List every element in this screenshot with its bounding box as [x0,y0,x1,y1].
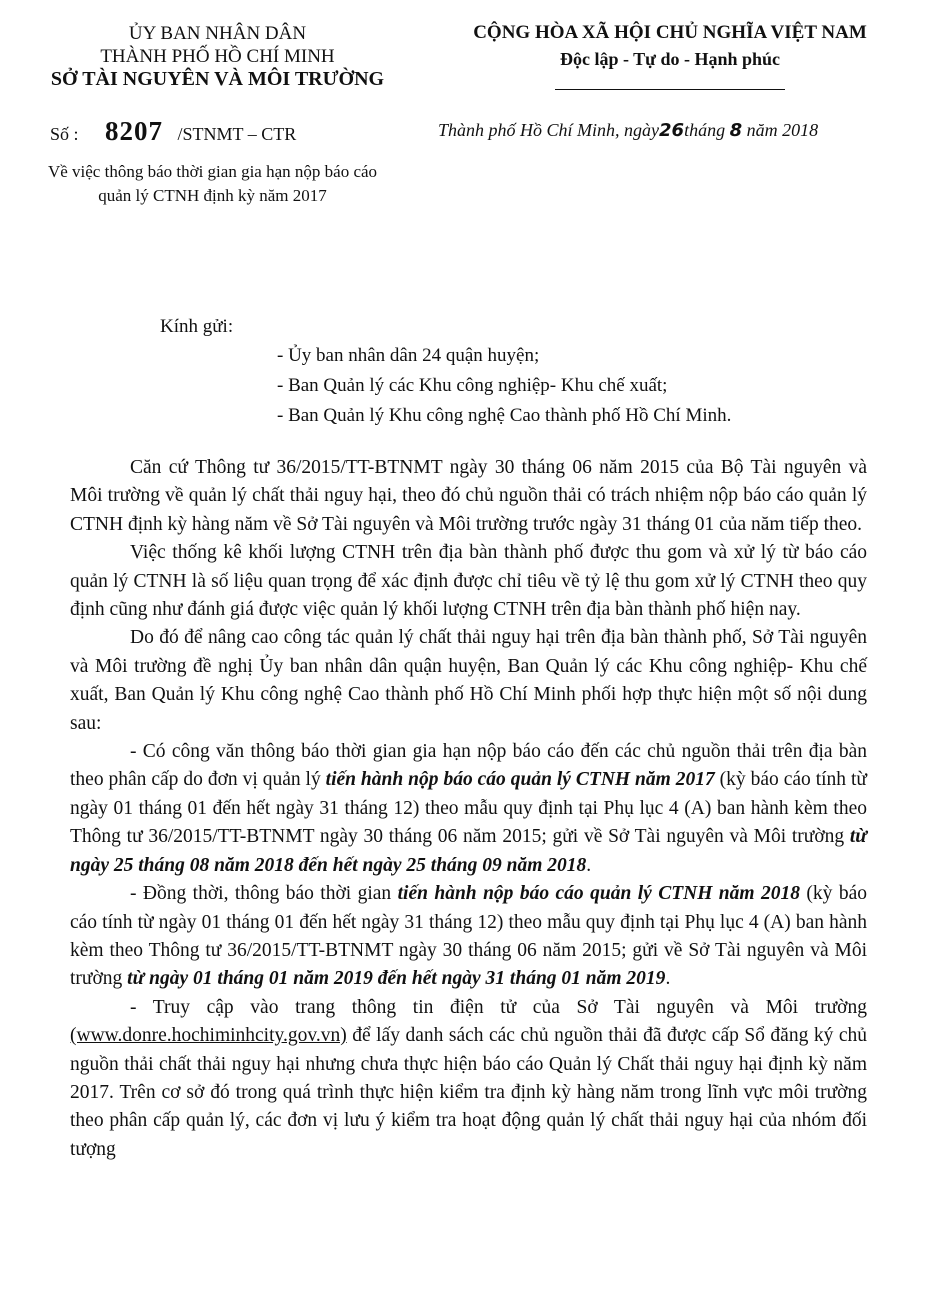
month-label: tháng [684,120,726,140]
paragraph-4 [70,738,867,880]
date-month: 8 [729,120,743,141]
motto-underline [555,89,785,90]
recipients-list [277,341,731,431]
org-line-3: SỞ TÀI NGUYÊN VÀ MÔI TRƯỜNG [50,68,385,90]
place-and-date [438,120,818,141]
number-suffix: /STNMT – CTR [177,124,297,144]
greeting: Kính gửi: [160,316,234,337]
p4-emphasis-1: tiến hành nộp báo cáo quản lý CTNH năm 2017 [325,769,715,791]
date-year: năm 2018 [746,120,819,140]
p5-emphasis-2: từ ngày 01 tháng 01 năm 2019 đến hết ngày 31 tháng 01 năm 2019 [127,968,666,990]
p5-text-c: (kỳ báo cáo tính từ ngày 01 tháng 01 đến hết ngày 31 tháng 12) theo mẫu quy định tại Phụ lục 4 (A) ban hành kèm theo Thông tư 36/2015/TT-BTNMT ngày 30 tháng 06 năm 2015; gửi về Sở Tài nguyên và Môi trường [70,883,867,990]
paragraph-5 [70,880,867,994]
paragraph-1: Căn cứ Thông tư 36/2015/TT-BTNMT ngày 30 tháng 06 năm 2015 của Bộ Tài nguyên và Môi trường về quản lý chất thải nguy hại, theo đó chủ nguồn thải có trách nhiệm nộp báo cáo quản lý CTNH định kỳ hàng năm về Sở Tài nguyên và Môi trường trước ngày 31 tháng 01 của năm tiếp theo. [70,457,867,535]
document-body [70,454,867,1164]
org-line-2: THÀNH PHỐ HỒ CHÍ MINH [100,46,335,67]
subject: Về việc thông báo thời gian gia hạn nộp báo cáo quản lý CTNH định kỳ năm 2017 [47,162,378,205]
p4-text-c: (kỳ báo cáo tính từ ngày 01 tháng 01 đến hết ngày 31 tháng 12) theo mẫu quy định tại Phụ lục 4 (A) ban hành kèm theo Thông tư 36/2015/TT-BTNMT ngày 30 tháng 06 năm 2015; gửi về Sở Tài nguyên và Môi trường [70,769,867,848]
p5-text-e: . [665,968,671,990]
p6-text-a: - Truy cập vào trang thông tin điện tử của Sở Tài nguyên và Môi trường [130,996,867,1018]
issuing-organization [20,22,415,91]
p5-emphasis-1: tiến hành nộp báo cáo quản lý CTNH năm 2018 [397,883,800,905]
paragraph-6 [70,994,867,1164]
p5-text-a: - Đồng thời, thông báo thời gian [130,883,398,905]
document-number [50,116,296,147]
national-header [420,20,920,98]
org-line-1: ỦY BAN NHÂN DÂN [128,23,307,44]
republic-title: CỘNG HÒA XÃ HỘI CHỦ NGHĨA VIỆT NAM [473,22,867,43]
paragraph-3: Do đó để nâng cao công tác quản lý chất thải nguy hại trên địa bàn thành phố, Sở Tài nguyên và Môi trường đề nghị Ủy ban nhân dân quận huyện, Ban Quản lý các Khu công nghiệp- Khu chế xuất, Ban Quản lý Khu công nghệ Cao thành phố Hồ Chí Minh phối hợp thực hiện một số nội dung sau: [70,627,867,734]
p4-text-a: - Có công văn thông báo thời gian gia hạn nộp báo cáo đến các chủ nguồn thải trên địa bàn theo phân cấp do đơn vị quản lý [70,741,867,791]
number-value: 8207 [105,116,164,146]
p4-text-e: . [586,854,592,876]
p4-emphasis-2: từ ngày 25 tháng 08 năm 2018 đến hết ngày 25 tháng 09 năm 2018 [70,826,867,876]
date-day: 26 [659,120,685,141]
republic-motto: Độc lập - Tự do - Hạnh phúc [559,49,781,69]
website-link[interactable]: (www.donre.hochiminhcity.gov.vn) [70,1025,347,1047]
recipient-item: - Ban Quản lý Khu công nghệ Cao thành phố Hồ Chí Minh. [277,405,732,426]
number-label: Số : [50,124,79,144]
recipient-item: - Ban Quản lý các Khu công nghiệp- Khu chế xuất; [277,375,668,396]
recipient-item: - Ủy ban nhân dân 24 quận huyện; [277,345,540,366]
p6-text-b: để lấy danh sách các chủ nguồn thải đã được cấp Sổ đăng ký chủ nguồn thải chất thải nguy hại nhưng chưa thực hiện báo cáo Quản lý Chất thải nguy hại định kỳ năm 2017. Trên cơ sở đó trong quá trình thực hiện kiểm tra định kỳ hàng năm trong lĩnh vực môi trường theo phân cấp quản lý, các đơn vị lưu ý kiểm tra hoạt động quản lý chất thải nguy hại của nhóm đối tượng [70,1025,867,1160]
paragraph-2: Việc thống kê khối lượng CTNH trên địa bàn thành phố được thu gom và xử lý từ báo cáo quản lý CTNH là số liệu quan trọng để xác định được chỉ tiêu về tỷ lệ thu gom xử lý CTNH theo quy định cũng như đánh giá được việc quản lý khối lượng CTNH trên địa bàn thành phố hiện nay. [70,542,867,621]
place-prefix: Thành phố Hồ Chí Minh, ngày [438,120,660,140]
